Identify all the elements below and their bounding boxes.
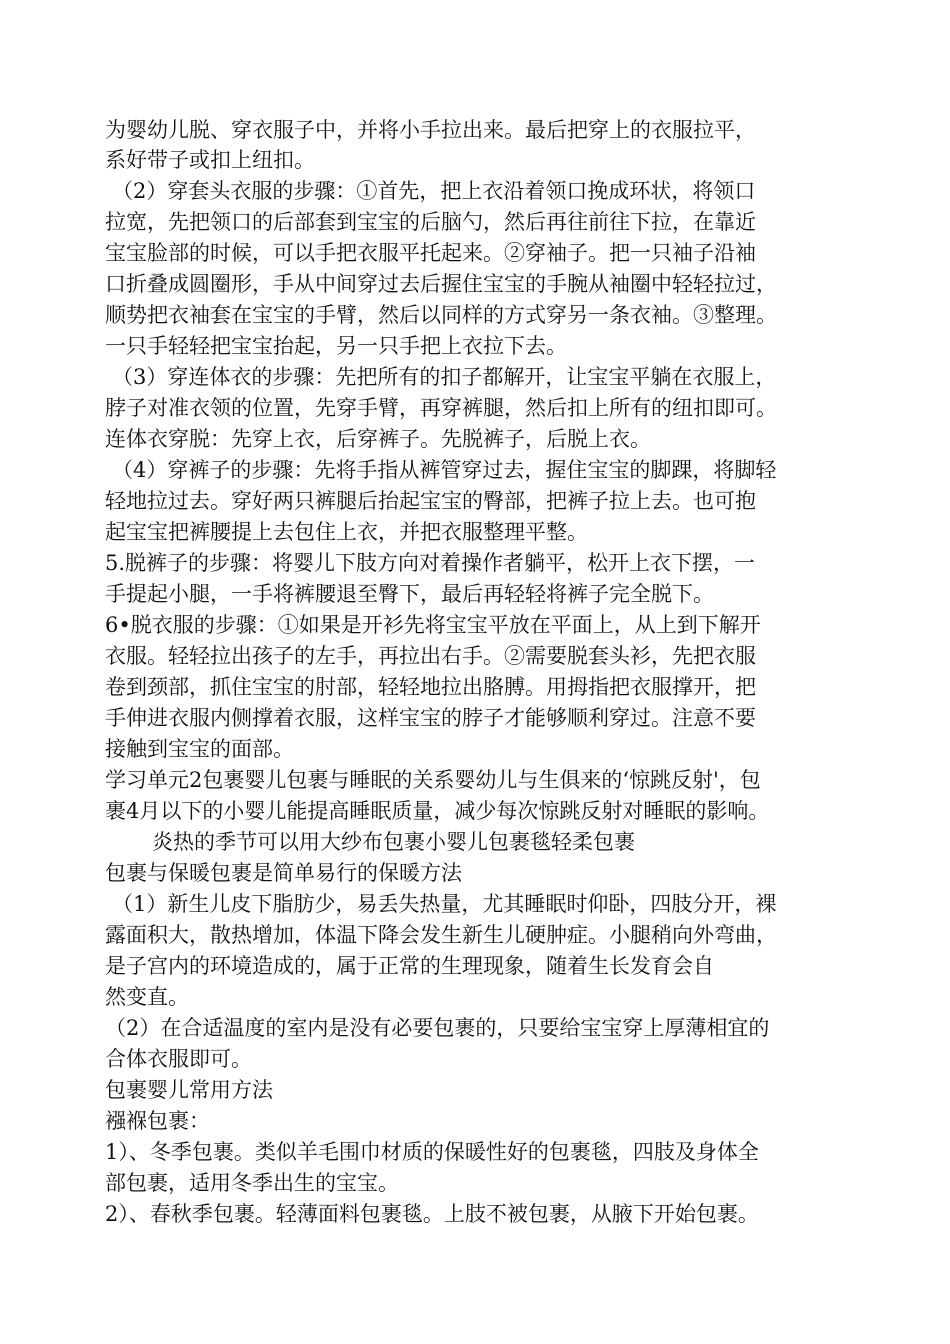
- text-line: 包裹婴儿常用方法: [105, 1078, 273, 1102]
- text-line: （2）穿套头衣服的步骤：①首先，把上衣沿着领口挽成环状，将领口: [112, 179, 756, 203]
- text-line: 轻地拉过去。穿好两只裤腿后抬起宝宝的臀部，把裤子拉上去。也可抱: [105, 489, 756, 513]
- text-line: 为婴幼儿脱、穿衣服子中，并将小手拉出来。最后把穿上的衣服拉平，: [105, 118, 756, 142]
- text-line: 学习单元2包裹婴儿包裹与睡眠的关系婴幼儿与生俱来的‘惊跳反射'，包: [105, 768, 761, 792]
- text-line: 包裹与保暖包裹是简单易行的保暖方法: [105, 861, 462, 885]
- text-line: （1）新生儿皮下脂肪少，易丢失热量，尤其睡眠时仰卧，四肢分开，裸: [112, 892, 777, 916]
- text-line: 脖子对准衣领的位置，先穿手臂，再穿裤腿，然后扣上所有的纽扣即可。: [105, 396, 777, 420]
- text-line: 炎热的季节可以用大纱布包裹小婴儿包裹毯轻柔包裹: [152, 830, 635, 854]
- text-line: 衣服。轻轻拉出孩子的左手，再拉出右手。②需要脱套头衫，先把衣服: [105, 644, 756, 668]
- text-line: 是子宫内的环境造成的，属于正常的生理现象，随着生长发育会自: [105, 954, 714, 978]
- text-line: 襁褓包裹：: [105, 1109, 210, 1133]
- text-line: 起宝宝把裤腰提上去包住上衣，并把衣服整理平整。: [105, 520, 588, 544]
- text-line: 顺势把衣袖套在宝宝的手臂，然后以同样的方式穿另一条衣袖。③整理。: [105, 303, 777, 327]
- text-line: 裹4月以下的小婴儿能提高睡眠质量，减少每次惊跳反射对睡眠的影响。: [105, 799, 770, 823]
- text-line: 宝宝脸部的时候，可以手把衣服平托起来。②穿袖子。把一只袖子沿袖: [105, 241, 756, 265]
- text-line: 然变直。: [105, 985, 189, 1009]
- text-line: 口折叠成圆圈形，手从中间穿过去后握住宝宝的手腕从袖圈中轻轻拉过，: [105, 272, 777, 296]
- text-line: 卷到颈部，抓住宝宝的肘部，轻轻地拉出胳膊。用拇指把衣服撑开，把: [105, 675, 756, 699]
- text-line: （4）穿裤子的步骤：先将手指从裤管穿过去，握住宝宝的脚踝，将脚轻: [112, 458, 777, 482]
- text-line: 手提起小腿，一手将裤腰退至臀下，最后再轻轻将裤子完全脱下。: [105, 582, 714, 606]
- text-line: 5.脱裤子的步骤：将婴儿下肢方向对着操作者躺平，松开上衣下摆，一: [105, 551, 756, 575]
- text-line: 1）、冬季包裹。类似羊毛围巾材质的保暖性好的包裹毯，四肢及身体全: [105, 1140, 759, 1164]
- text-line: （2）在合适温度的室内是没有必要包裹的，只要给宝宝穿上厚薄相宜的: [105, 1016, 770, 1040]
- text-line: （3）穿连体衣的步骤：先把所有的扣子都解开，让宝宝平躺在衣服上，: [112, 365, 777, 389]
- text-line: 手伸进衣服内侧撑着衣服，这样宝宝的脖子才能够顺利穿过。注意不要: [105, 706, 756, 730]
- text-line: 接触到宝宝的面部。: [105, 737, 294, 761]
- text-line: 拉宽，先把领口的后部套到宝宝的后脑勺，然后再往前往下拉，在靠近: [105, 210, 756, 234]
- text-line: 合体衣服即可。: [105, 1047, 252, 1071]
- text-line: 6•脱衣服的步骤：①如果是开衫先将宝宝平放在平面上，从上到下解开: [105, 613, 761, 637]
- text-line: 连体衣穿脱：先穿上衣，后穿裤子。先脱裤子，后脱上衣。: [105, 427, 651, 451]
- text-line: 露面积大，散热增加，体温下降会发生新生儿硬肿症。小腿稍向外弯曲，: [105, 923, 777, 947]
- text-line: 系好带子或扣上纽扣。: [105, 148, 315, 172]
- text-line: 2）、春秋季包裹。轻薄面料包裹毯。上肢不被包裹，从腋下开始包裹。: [105, 1202, 759, 1226]
- text-line: 一只手轻轻把宝宝抬起，另一只手把上衣拉下去。: [105, 334, 567, 358]
- text-line: 部包裹，适用冬季出生的宝宝。: [105, 1171, 399, 1195]
